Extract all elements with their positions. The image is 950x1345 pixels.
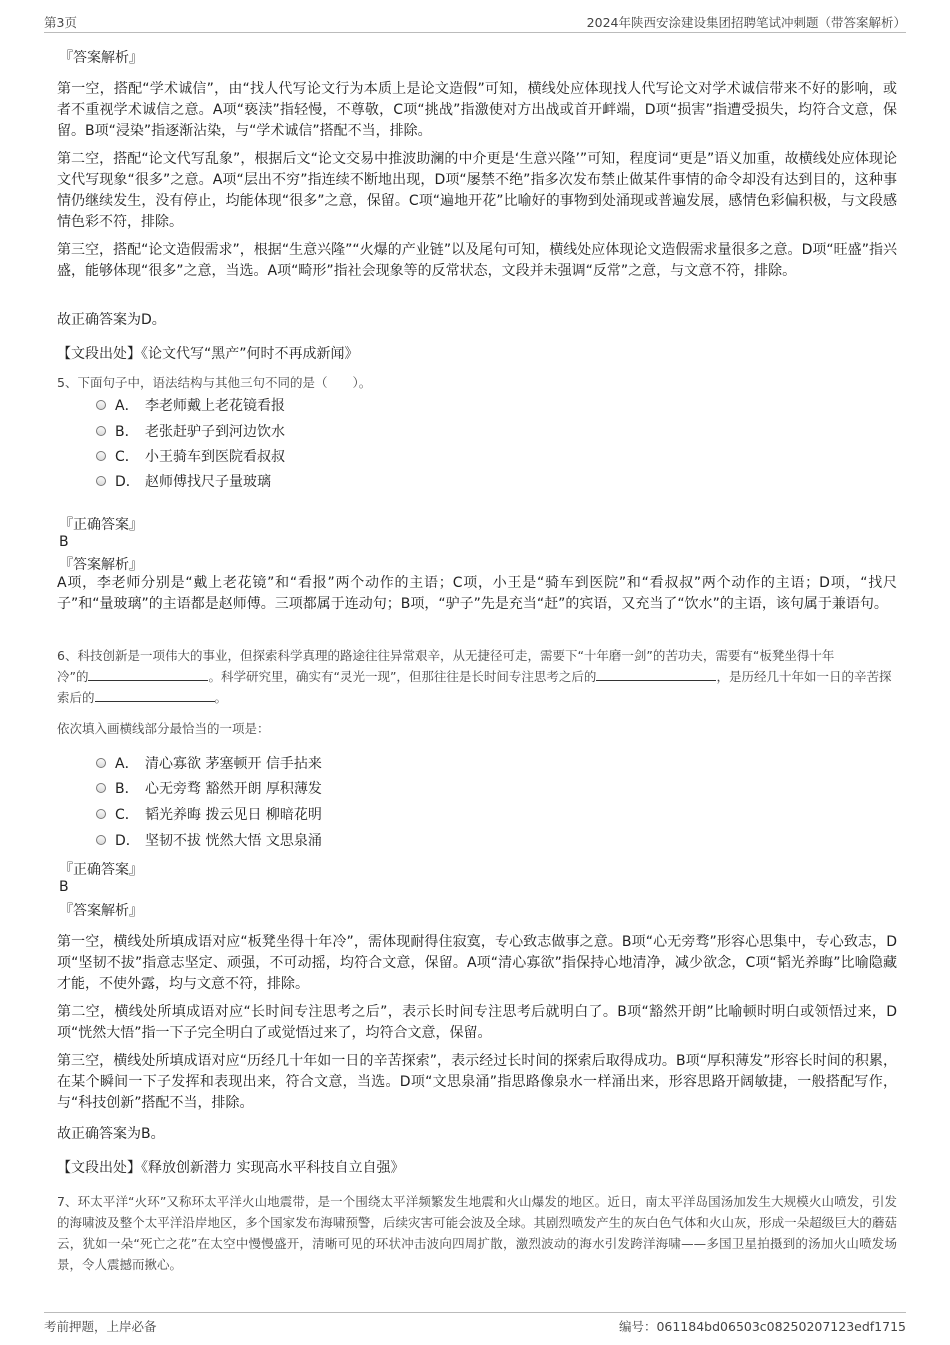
q5-analysis-label: 『答案解析』	[59, 557, 143, 573]
option-key: B．	[115, 424, 139, 440]
q4-analysis-p1: 第一空，搭配“学术诚信”，由“找人代写论文行为本质上是论文造假”可知，横线处应体现找人代写论文对学术诚信带来不好的影响，或者不重视学术诚信之意。A项“亵渎”指轻慢，不尊敬，C项“挑战”指激使对方出战或首开衅端，D项“损害”指遭受损失，均符合文意，保留。B项“浸染”指逐渐沾染，与“学术诚信”搭配不当，排除。	[57, 81, 897, 139]
radio-icon[interactable]	[96, 451, 106, 461]
q5-correct-label: 『正确答案』	[59, 517, 143, 533]
q6-analysis-p1: 第一空，横线处所填成语对应“板凳坐得十年冷”，需体现耐得住寂寞，专心致志做事之意。B项“心无旁骛”形容心思集中，专心致志，D项“坚韧不拔”指意志坚定、顽强，不可动摇，均符合文意，保留。A项“清心寡欲”指保持心地清净，减少欲念，C项“韬光养晦”比喻隐藏才能，不使外露，均与文意不符，排除。	[57, 934, 897, 992]
q4-source: 【文段出处】《论文代写“黑产”何时不再成新闻》	[57, 346, 359, 362]
q6-correct-label: 『正确答案』	[59, 862, 143, 878]
option-text: 小王骑车到医院看叔叔	[145, 449, 285, 465]
option-key: D．	[115, 833, 140, 849]
option-text: 清心寡欲 茅塞顿开 信手拈来	[145, 756, 322, 772]
q7-stem: 7、环太平洋“火环”又称环太平洋火山地震带，是一个围绕太平洋频繁发生地震和火山爆发的地区。近日，南太平洋岛国汤加发生大规模火山喷发，引发的海啸波及整个太平洋沿岸地区，多个国家发布海啸预警，后续灾害可能会波及全球。其剧烈喷发产生的灰白色气体和火山灰，形成一朵超级巨大的蘑菇云，犹如一朵“死亡之花”在太空中慢慢盛开，清晰可见的环状冲击波向四周扩散，激烈波动的海水引发跨洋海啸——多国卫星拍摄到的汤加火山喷发场景，令人震撼而揪心。	[57, 1194, 897, 1272]
fill-blank-2[interactable]	[596, 667, 716, 681]
q5-analysis: A项，李老师分别是“戴上老花镜”和“看报”两个动作的主语；C项，小王是“骑车到医院”和“看叔叔”两个动作的主语；D项，“找尺子”和“量玻璃”的主语都是赵师傅。三项都属于连动句；B项，“驴子”先是充当“赶”的宾语，又充当了“饮水”的主语，该句属于兼语句。	[57, 575, 897, 612]
option-key: B．	[115, 781, 139, 797]
option-key: A．	[115, 756, 139, 772]
option-key: C．	[115, 449, 139, 465]
q6-stem-line2: 冷”的 。科学研究里，确实有“灵光一现”，但那往往是长时间专注思考之后的 ，是历经几十年如一日的辛苦探	[57, 669, 892, 684]
radio-icon[interactable]	[96, 426, 106, 436]
option-key: C．	[115, 807, 139, 823]
q5-answer: B	[59, 534, 69, 550]
page-number: 第3页	[44, 15, 77, 30]
document-title: 2024年陕西安涂建设集团招聘笔试冲刺题（带答案解析）	[586, 15, 906, 30]
q6-option-a[interactable]	[96, 752, 322, 774]
page-header	[44, 10, 906, 33]
q6-option-c[interactable]	[96, 803, 322, 825]
radio-icon[interactable]	[96, 835, 106, 845]
page-footer	[44, 1312, 906, 1337]
option-text: 老张赶驴子到河边饮水	[145, 424, 285, 440]
fill-blank-1[interactable]	[88, 667, 208, 681]
q5-stem: 5、下面句子中，语法结构与其他三句不同的是（ ）。	[57, 375, 372, 390]
q5-option-c[interactable]	[96, 445, 285, 467]
option-key: D．	[115, 474, 140, 490]
radio-icon[interactable]	[96, 758, 106, 768]
q6-analysis-p2: 第二空，横线处所填成语对应“长时间专注思考之后”，表示长时间专注思考后就明白了。B项“豁然开朗”比喻顿时明白或领悟过来，D项“恍然大悟”指一下子完全明白了或觉悟过来了，均符合文意，保留。	[57, 1004, 897, 1041]
option-text: 韬光养晦 拨云见日 柳暗花明	[145, 807, 322, 823]
q4-analysis-p2: 第二空，搭配“论文代写乱象”，根据后文“论文交易中推波助澜的中介更是‘生意兴隆’”可知，程度词“更是”语义加重，故横线处应体现论文代写现象“很多”之意。A项“层出不穷”指连续不断地出现，D项“屡禁不绝”指多次发布禁止做某件事情的命令却没有达到目的，这种事情仍继续发生，没有停止，均能体现“很多”之意，保留。C项“遍地开花”比喻好的事物到处涌现或普遍发展，感情色彩偏积极，与文段感情色彩不符，排除。	[57, 151, 897, 230]
q6-option-d[interactable]	[96, 829, 322, 851]
option-text: 心无旁骛 豁然开朗 厚积薄发	[145, 781, 322, 797]
q6-stem-line1: 6、科技创新是一项伟大的事业，但探索科学真理的路途往往异常艰辛，从无捷径可走，需要下“十年磨一剑”的苦功夫，需要有“板凳坐得十年	[57, 648, 835, 663]
option-text: 李老师戴上老花镜看报	[145, 398, 285, 414]
q5-option-d[interactable]	[96, 470, 271, 492]
q6-option-b[interactable]	[96, 777, 322, 799]
q4-analysis-p3: 第三空，搭配“论文造假需求”，根据“生意兴隆”“火爆的产业链”以及尾句可知，横线处应体现论文造假需求量很多之意。D项“旺盛”指兴盛，能够体现“很多”之意，当选。A项“畸形”指社会现象等的反常状态，文段并未强调“反常”之意，与文意不符，排除。	[57, 242, 897, 279]
q5-option-a[interactable]	[96, 394, 285, 416]
q6-stem-line3: 索后的 。	[57, 690, 228, 705]
q6-prompt: 依次填入画横线部分最恰当的一项是：	[57, 721, 270, 736]
option-text: 坚韧不拔 恍然大悟 文思泉涌	[145, 833, 322, 849]
radio-icon[interactable]	[96, 809, 106, 819]
fill-blank-3[interactable]	[95, 688, 215, 702]
footer-serial: 编号：061184bd06503c08250207123edf1715	[618, 1319, 906, 1334]
radio-icon[interactable]	[96, 783, 106, 793]
q4-conclusion: 故正确答案为D。	[57, 312, 166, 328]
radio-icon[interactable]	[96, 476, 106, 486]
q6-answer: B	[59, 879, 69, 895]
option-key: A．	[115, 398, 139, 414]
q6-analysis-p3: 第三空，横线处所填成语对应“历经几十年如一日的辛苦探索”，表示经过长时间的探索后取得成功。B项“厚积薄发”形容长时间的积累，在某个瞬间一下子发挥和表现出来，符合文意，当选。D项“文思泉涌”指思路像泉水一样涌出来，形容思路开阔敏捷，一般搭配写作，与“科技创新”搭配不当，排除。	[57, 1053, 897, 1111]
radio-icon[interactable]	[96, 400, 106, 410]
q6-conclusion: 故正确答案为B。	[57, 1126, 165, 1142]
q6-source: 【文段出处】《释放创新潜力 实现高水平科技自立自强》	[57, 1160, 405, 1176]
footer-slogan: 考前押题，上岸必备	[44, 1319, 157, 1334]
q4-analysis-label: 『答案解析』	[59, 50, 143, 66]
option-text: 赵师傅找尺子量玻璃	[145, 474, 271, 490]
q6-analysis-label: 『答案解析』	[59, 903, 143, 919]
q5-option-b[interactable]	[96, 420, 285, 442]
